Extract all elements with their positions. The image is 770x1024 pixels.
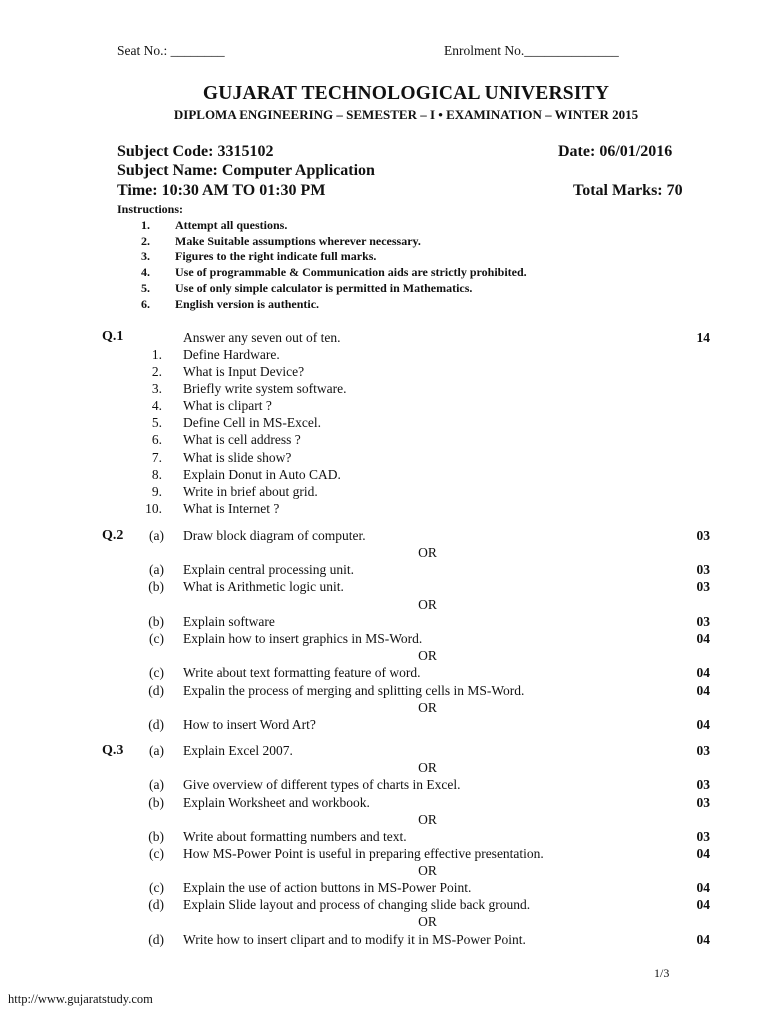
page-number: 1/3 — [654, 966, 670, 980]
sub-question: Draw block diagram of computer. — [183, 528, 366, 543]
sub-question: Expalin the process of merging and splitting cells in MS-Word. — [183, 683, 525, 698]
instruction-number: 4. — [141, 265, 150, 279]
question-intro: Answer any seven out of ten. — [183, 330, 341, 345]
sub-question: What is Arithmetic logic unit. — [183, 579, 344, 594]
item-number: 10. — [145, 501, 162, 516]
instruction-number: 3. — [141, 249, 150, 263]
question-number: Q.1 — [102, 329, 124, 344]
sub-question: Give overview of different types of charts in Excel. — [183, 777, 461, 792]
sub-label: (a) — [149, 528, 164, 543]
or-separator: OR — [418, 760, 437, 775]
sub-marks: 04 — [696, 897, 710, 912]
sub-marks: 04 — [696, 880, 710, 895]
item-text: What is cell address ? — [183, 432, 301, 447]
sub-question: Explain central processing unit. — [183, 562, 354, 577]
subject-code: Subject Code: 3315102 — [117, 143, 274, 160]
item-number: 7. — [151, 450, 162, 465]
total-marks: Total Marks: 70 — [573, 182, 683, 199]
item-number: 9. — [151, 484, 162, 499]
instruction-number: 5. — [141, 281, 150, 295]
item-text: What is Input Device? — [183, 364, 305, 379]
question-number: Q.3 — [102, 743, 124, 758]
sub-marks: 03 — [696, 579, 710, 594]
question-marks: 14 — [696, 330, 710, 345]
sub-question: Explain Worksheet and workbook. — [183, 795, 370, 810]
sub-question: Write how to insert clipart and to modify it in MS-Power Point. — [183, 932, 526, 947]
sub-label: (b) — [148, 614, 164, 629]
item-text: Briefly write system software. — [183, 381, 347, 396]
sub-label: (d) — [148, 932, 164, 947]
item-text: What is Internet ? — [183, 501, 280, 516]
sub-marks: 04 — [696, 665, 710, 680]
instruction-text: Attempt all questions. — [175, 218, 288, 232]
item-number: 2. — [151, 364, 162, 379]
sub-question: Explain Excel 2007. — [183, 743, 293, 758]
sub-question: Explain the use of action buttons in MS-Power Point. — [183, 880, 472, 895]
item-number: 4. — [151, 398, 162, 413]
sub-question: Write about formatting numbers and text. — [183, 829, 407, 844]
sub-question: Explain how to insert graphics in MS-Word. — [183, 631, 423, 646]
item-text: Define Cell in MS-Excel. — [183, 415, 321, 430]
sub-label: (c) — [149, 665, 164, 680]
sub-label: (d) — [148, 683, 164, 698]
sub-label: (a) — [149, 562, 164, 577]
item-text: What is slide show? — [183, 450, 292, 465]
sub-marks: 03 — [696, 829, 710, 844]
item-text: Explain Donut in Auto CAD. — [183, 467, 341, 482]
sub-label: (d) — [148, 717, 164, 732]
item-text: Write in brief about grid. — [183, 484, 318, 499]
sub-question: How MS-Power Point is useful in preparing effective presentation. — [183, 846, 544, 861]
sub-question: Explain software — [183, 614, 275, 629]
instruction-text: Use of only simple calculator is permitted in Mathematics. — [175, 281, 473, 295]
exam-date: Date: 06/01/2016 — [558, 143, 673, 160]
sub-label: (b) — [148, 795, 164, 810]
sub-marks: 03 — [696, 777, 710, 792]
sub-marks: 04 — [696, 631, 710, 646]
item-text: Define Hardware. — [183, 347, 280, 362]
sub-marks: 03 — [696, 795, 710, 810]
instruction-number: 2. — [141, 234, 150, 248]
item-number: 1. — [151, 347, 162, 362]
item-number: 3. — [151, 381, 162, 396]
item-text: What is clipart ? — [183, 398, 272, 413]
sub-label: (d) — [148, 897, 164, 912]
or-separator: OR — [418, 914, 437, 929]
seat-number-field: Seat No.: ________ — [117, 43, 225, 58]
or-separator: OR — [418, 597, 437, 612]
item-number: 5. — [151, 415, 162, 430]
sub-question: How to insert Word Art? — [183, 717, 316, 732]
sub-label: (c) — [149, 846, 164, 861]
instruction-text: Make Suitable assumptions wherever necessary. — [175, 234, 421, 248]
sub-label: (c) — [149, 631, 164, 646]
instruction-number: 1. — [141, 218, 150, 232]
or-separator: OR — [418, 863, 437, 878]
sub-label: (a) — [149, 777, 164, 792]
or-separator: OR — [418, 545, 437, 560]
instruction-text: Figures to the right indicate full marks. — [175, 249, 377, 263]
sub-label: (b) — [148, 579, 164, 594]
sub-question: Explain Slide layout and process of changing slide back ground. — [183, 897, 531, 912]
sub-marks: 03 — [696, 528, 710, 543]
or-separator: OR — [418, 812, 437, 827]
sub-label: (a) — [149, 743, 164, 758]
instruction-text: English version is authentic. — [175, 297, 320, 311]
question-number: Q.2 — [102, 528, 124, 543]
instructions-title: Instructions: — [117, 202, 184, 216]
sub-marks: 04 — [696, 932, 710, 947]
sub-label: (b) — [148, 829, 164, 844]
enrolment-number-field: Enrolment No.______________ — [444, 43, 619, 58]
sub-marks: 04 — [696, 846, 710, 861]
item-number: 6. — [151, 432, 162, 447]
item-number: 8. — [151, 467, 162, 482]
subject-name: Subject Name: Computer Application — [117, 162, 375, 179]
sub-marks: 03 — [696, 743, 710, 758]
sub-marks: 03 — [696, 562, 710, 577]
sub-marks: 04 — [696, 717, 710, 732]
sub-marks: 04 — [696, 683, 710, 698]
or-separator: OR — [418, 648, 437, 663]
exam-subtitle: DIPLOMA ENGINEERING – SEMESTER – I • EXAMINATION – WINTER 2015 — [173, 107, 639, 122]
or-separator: OR — [418, 700, 437, 715]
exam-time: Time: 10:30 AM TO 01:30 PM — [117, 182, 326, 199]
sub-marks: 03 — [696, 614, 710, 629]
sub-label: (c) — [149, 880, 164, 895]
instruction-number: 6. — [141, 297, 150, 311]
sub-question: Write about text formatting feature of word. — [183, 665, 421, 680]
instruction-text: Use of programmable & Communication aids are strictly prohibited. — [175, 265, 527, 279]
source-url-link[interactable]: http://www.gujaratstudy.com — [8, 992, 153, 1006]
university-title: GUJARAT TECHNOLOGICAL UNIVERSITY — [202, 83, 610, 104]
